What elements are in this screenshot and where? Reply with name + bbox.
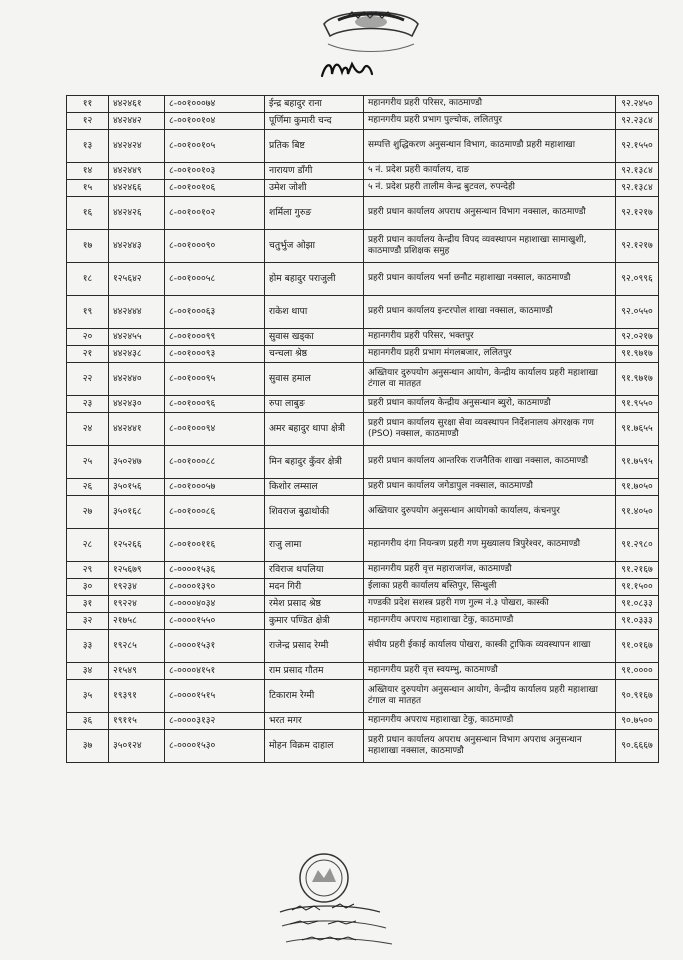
row-score: ९२.०५५०: [616, 296, 659, 329]
row-candidate-name: अमर बहादुर थापा क्षेत्री: [265, 413, 364, 446]
row-candidate-number: ४४२४३०: [109, 396, 165, 413]
row-serial-number: १७: [67, 230, 109, 263]
row-candidate-number: २१५४९: [109, 663, 165, 680]
row-score: ९२.१३८४: [616, 180, 659, 197]
table-row: [67, 130, 659, 163]
table-row: [67, 230, 659, 263]
row-candidate-number: १९२२४: [109, 596, 165, 613]
row-office: संघीय प्रहरी ईकाई कार्यालय पोखरा, कास्की ट्राफिक व्यवस्थापन शाखा: [364, 630, 616, 663]
row-serial-number: ३०: [67, 579, 109, 596]
row-candidate-name: राकेश थापा: [265, 296, 364, 329]
row-office: अख्तियार दुरुपयोग अनुसन्धान आयोग, केन्द्रीय कार्यालय प्रहरी महाशाखा टंगाल वा मातहत: [364, 363, 616, 396]
row-candidate-number: १९२३४: [109, 579, 165, 596]
row-score: ९२.१५५०: [616, 130, 659, 163]
row-score: ९१.७५९५: [616, 446, 659, 479]
row-candidate-name: टिकाराम रेग्मी: [265, 680, 364, 713]
row-score: ९१.१५००: [616, 579, 659, 596]
row-serial-number: ३१: [67, 596, 109, 613]
row-score: ९२.२३८४: [616, 113, 659, 130]
row-candidate-name: रविराज थपलिया: [265, 562, 364, 579]
row-office: महानगरीय प्रहरी प्रभाग मंगलबजार, ललितपुर: [364, 346, 616, 363]
row-candidate-name: राजु लामा: [265, 529, 364, 562]
row-serial-number: २९: [67, 562, 109, 579]
row-reference-code: ८-००१०००९९: [165, 329, 265, 346]
row-score: ९१.९७१७: [616, 346, 659, 363]
row-candidate-number: १२५२६६: [109, 529, 165, 562]
row-candidate-name: सुवास खड्का: [265, 329, 364, 346]
row-office: प्रहरी प्रधान कार्यालय भर्ना छनौट महाशाखा नक्साल, काठमाण्डौ: [364, 263, 616, 296]
row-reference-code: ८-००००४०३४: [165, 596, 265, 613]
row-office: अख्तियार दुरुपयोग अनुसन्धान आयोग, केन्द्रीय कार्यालय प्रहरी महाशाखा टंगाल वा मातहत: [364, 680, 616, 713]
row-serial-number: ३२: [67, 613, 109, 630]
row-office: महानगरीय दंगा नियन्त्रण प्रहरी गण मुख्यालय त्रिपुरेश्वर, काठमाण्डौ: [364, 529, 616, 562]
table-row: [67, 680, 659, 713]
row-reference-code: ८-००१०००९३: [165, 346, 265, 363]
table-row: [67, 197, 659, 230]
row-serial-number: ११: [67, 96, 109, 113]
row-reference-code: ८-००१०००८६: [165, 496, 265, 529]
row-candidate-name: शर्मिला गुरुङ: [265, 197, 364, 230]
row-score: ९१.०१६७: [616, 630, 659, 663]
table-row: [67, 296, 659, 329]
row-reference-code: ८-००१०००९६: [165, 396, 265, 413]
row-candidate-number: ४४२४५५: [109, 329, 165, 346]
row-candidate-name: उमेश जोशी: [265, 180, 364, 197]
row-reference-code: ८-००१०००९०: [165, 230, 265, 263]
row-candidate-name: पूर्णिमा कुमारी चन्द: [265, 113, 364, 130]
row-candidate-name: शिवराज बुढाथोकी: [265, 496, 364, 529]
row-candidate-number: ४४२४४०: [109, 363, 165, 396]
row-serial-number: ३४: [67, 663, 109, 680]
row-candidate-number: ४४२४३८: [109, 346, 165, 363]
row-score: ९०.७५००: [616, 713, 659, 730]
row-candidate-name: मोहन विक्रम दाहाल: [265, 730, 364, 763]
row-candidate-number: ३५०१२४: [109, 730, 165, 763]
table-row: [67, 596, 659, 613]
row-serial-number: २२: [67, 363, 109, 396]
row-candidate-number: ४४२४४४: [109, 296, 165, 329]
row-score: ९०.९१६७: [616, 680, 659, 713]
table-row: [67, 413, 659, 446]
row-candidate-number: ४४२४२४: [109, 130, 165, 163]
row-score: ९२.१३८४: [616, 163, 659, 180]
row-reference-code: ८-००००३१३२: [165, 713, 265, 730]
row-score: ९०.६६६७: [616, 730, 659, 763]
row-office: प्रहरी प्रधान कार्यालय सुरक्षा सेवा व्यवस्थापन निर्देशनालय अंगरक्षक गण (PSO) नक्साल, काठमाण्डौ: [364, 413, 616, 446]
row-serial-number: १३: [67, 130, 109, 163]
row-candidate-number: १९३९१: [109, 680, 165, 713]
row-reference-code: ८-००१०००८८: [165, 446, 265, 479]
row-score: ९१.२१६७: [616, 562, 659, 579]
row-candidate-number: ४४२४२६: [109, 197, 165, 230]
row-office: प्रहरी प्रधान कार्यालय केन्द्रीय विपद व्यवस्थापन महाशाखा सामाखुशी, काठमाण्डौ प्रशिक्षक समुह: [364, 230, 616, 263]
row-serial-number: २१: [67, 346, 109, 363]
row-office: महानगरीय अपराध महाशाखा टेकु, काठमाण्डौ: [364, 713, 616, 730]
row-candidate-name: नारायण डाँगी: [265, 163, 364, 180]
table-row: [67, 363, 659, 396]
results-table: [66, 95, 659, 763]
row-reference-code: ८-००००१५५०: [165, 613, 265, 630]
row-score: ९२.१२१७: [616, 197, 659, 230]
row-score: ९२.२४५०: [616, 96, 659, 113]
row-serial-number: ३६: [67, 713, 109, 730]
table-row: [67, 113, 659, 130]
row-reference-code: ८-००००१५१५: [165, 680, 265, 713]
row-office: महानगरीय प्रहरी वृत्त स्वयम्भु, काठमाण्डौ: [364, 663, 616, 680]
row-office: ईलाका प्रहरी कार्यालय बस्तिपुर, सिन्धुली: [364, 579, 616, 596]
row-office: महानगरीय प्रहरी परिसर, भक्तपुर: [364, 329, 616, 346]
row-score: ९१.०८३३: [616, 596, 659, 613]
table-row: [67, 446, 659, 479]
row-serial-number: २०: [67, 329, 109, 346]
row-score: ९१.९५५०: [616, 396, 659, 413]
row-score: ९१.२९८०: [616, 529, 659, 562]
row-candidate-name: ईन्द्र बहादुर राना: [265, 96, 364, 113]
row-serial-number: १४: [67, 163, 109, 180]
row-serial-number: २७: [67, 496, 109, 529]
row-candidate-number: ४४२४४९: [109, 163, 165, 180]
row-serial-number: १९: [67, 296, 109, 329]
row-reference-code: ८-००००१५३०: [165, 730, 265, 763]
row-candidate-name: कुमार पण्डित क्षेत्री: [265, 613, 364, 630]
row-office: महानगरीय प्रहरी प्रभाग पुल्चोक, ललितपुर: [364, 113, 616, 130]
table-row: [67, 730, 659, 763]
table-row: [67, 346, 659, 363]
table-row: [67, 479, 659, 496]
row-office: महानगरीय प्रहरी वृत्त महाराजगंज, काठमाण्डौ: [364, 562, 616, 579]
row-candidate-name: राजेन्द्र प्रसाद रेग्मी: [265, 630, 364, 663]
row-candidate-number: ४४२४६६: [109, 180, 165, 197]
row-candidate-number: ३५०२४७: [109, 446, 165, 479]
row-reference-code: ८-००१००१०५: [165, 130, 265, 163]
row-reference-code: ८-००१००१०३: [165, 163, 265, 180]
row-candidate-number: ४४२४६१: [109, 96, 165, 113]
row-candidate-name: राम प्रसाद गौतम: [265, 663, 364, 680]
row-serial-number: २८: [67, 529, 109, 562]
row-candidate-number: १९११५: [109, 713, 165, 730]
row-serial-number: २३: [67, 396, 109, 413]
table-row: [67, 163, 659, 180]
row-serial-number: १६: [67, 197, 109, 230]
row-reference-code: ८-००००१३९०: [165, 579, 265, 596]
row-candidate-name: मिन बहादुर कुँवर क्षेत्री: [265, 446, 364, 479]
row-reference-code: ८-००१००११६: [165, 529, 265, 562]
row-candidate-name: चतुर्भुज ओझा: [265, 230, 364, 263]
row-candidate-name: किशोर लम्साल: [265, 479, 364, 496]
row-candidate-name: रमेश प्रसाद श्रेष्ठ: [265, 596, 364, 613]
row-candidate-name: चन्चला श्रेष्ठ: [265, 346, 364, 363]
row-office: प्रहरी प्रधान कार्यालय इन्टरपोल शाखा नक्साल, काठमाण्डौ: [364, 296, 616, 329]
row-reference-code: ८-००१००१०४: [165, 113, 265, 130]
table-row: [67, 562, 659, 579]
table-row: [67, 329, 659, 346]
row-candidate-name: भरत मगर: [265, 713, 364, 730]
row-office: प्रहरी प्रधान कार्यालय आन्तरिक राजनैतिक शाखा नक्साल, काठमाण्डौ: [364, 446, 616, 479]
row-office: ५ नं. प्रदेश प्रहरी कार्यालय, दाङ: [364, 163, 616, 180]
row-office: ५ नं. प्रदेश प्रहरी तालीम केन्द्र बुटवल, रुपन्देही: [364, 180, 616, 197]
row-candidate-number: ३५०१६८: [109, 496, 165, 529]
row-candidate-name: प्रतिक बिष्ट: [265, 130, 364, 163]
row-serial-number: ३५: [67, 680, 109, 713]
row-candidate-number: ४४२४४१: [109, 413, 165, 446]
row-score: ९१.७०५०: [616, 479, 659, 496]
row-score: ९१.४०५०: [616, 496, 659, 529]
row-reference-code: ८-००१०००५८: [165, 263, 265, 296]
row-candidate-number: ४४२४४२: [109, 113, 165, 130]
row-serial-number: ३३: [67, 630, 109, 663]
row-candidate-name: रुपा लाबुङ: [265, 396, 364, 413]
row-office: महानगरीय प्रहरी परिसर, काठमाण्डौ: [364, 96, 616, 113]
row-serial-number: १५: [67, 180, 109, 197]
row-reference-code: ८-००१००१०६: [165, 180, 265, 197]
row-office: प्रहरी प्रधान कार्यालय जगेडापुल नक्साल, काठमाण्डौ: [364, 479, 616, 496]
row-office: प्रहरी प्रधान कार्यालय अपराध अनुसन्धान विभाग अपराध अनुसन्धान महाशाखा नक्साल, काठमाण्डौ: [364, 730, 616, 763]
row-candidate-number: ४४२४४३: [109, 230, 165, 263]
row-office: गण्डकी प्रदेश सशस्त्र प्रहरी गण गुल्म नं.३ पोखरा, कास्की: [364, 596, 616, 613]
row-reference-code: ८-००००४१५१: [165, 663, 265, 680]
table-row: [67, 579, 659, 596]
table-row: [67, 663, 659, 680]
table-row: [67, 496, 659, 529]
table-row: [67, 263, 659, 296]
row-score: ९२.०२१७: [616, 329, 659, 346]
row-candidate-name: मदन गिरी: [265, 579, 364, 596]
row-serial-number: २५: [67, 446, 109, 479]
row-reference-code: ८-००१००१०२: [165, 197, 265, 230]
row-office: प्रहरी प्रधान कार्यालय केन्द्रीय अनुसन्धान ब्युरो, काठमाण्डौ: [364, 396, 616, 413]
row-score: ९१.००००: [616, 663, 659, 680]
row-reference-code: ८-००००१५३१: [165, 630, 265, 663]
row-reference-code: ८-००१०००९४: [165, 413, 265, 446]
row-score: ९१.०३३३: [616, 613, 659, 630]
row-reference-code: ८-००१०००६३: [165, 296, 265, 329]
row-score: ९१.९७१७: [616, 363, 659, 396]
row-candidate-name: सुवास हमाल: [265, 363, 364, 396]
row-score: ९१.७६५५: [616, 413, 659, 446]
row-serial-number: २६: [67, 479, 109, 496]
row-serial-number: १८: [67, 263, 109, 296]
row-reference-code: ८-००१०००५७: [165, 479, 265, 496]
row-office: सम्पत्ति शुद्धिकरण अनुसन्धान विभाग, काठमाण्डौ प्रहरी महाशाखा: [364, 130, 616, 163]
row-office: प्रहरी प्रधान कार्यालय अपराध अनुसन्धान विभाग नक्साल, काठमाण्डौ: [364, 197, 616, 230]
table-row: [67, 396, 659, 413]
row-office: अख्तियार दुरुपयोग अनुसन्धान आयोगको कार्यालय, कंचनपुर: [364, 496, 616, 529]
row-serial-number: १२: [67, 113, 109, 130]
row-score: ९२.०९९६: [616, 263, 659, 296]
row-office: महानगरीय अपराध महाशाखा टेकु, काठमाण्डौ: [364, 613, 616, 630]
table-row: [67, 713, 659, 730]
table-row: [67, 96, 659, 113]
handwritten-signature: [318, 54, 378, 84]
row-candidate-number: १९२८५: [109, 630, 165, 663]
row-candidate-number: १२५६४२: [109, 263, 165, 296]
row-reference-code: ८-००००१५३६: [165, 562, 265, 579]
row-serial-number: ३७: [67, 730, 109, 763]
office-seal-stamp: [262, 848, 396, 958]
table-row: [67, 630, 659, 663]
row-serial-number: २४: [67, 413, 109, 446]
row-candidate-number: २१७५८: [109, 613, 165, 630]
row-reference-code: ८-००१०००९५: [165, 363, 265, 396]
row-candidate-number: ३५०१५६: [109, 479, 165, 496]
table-row: [67, 529, 659, 562]
table-row: [67, 613, 659, 630]
row-score: ९२.१२१७: [616, 230, 659, 263]
row-reference-code: ८-००१०००७४: [165, 96, 265, 113]
row-candidate-name: होम बहादुर पराजुली: [265, 263, 364, 296]
row-candidate-number: १२५६७९: [109, 562, 165, 579]
government-seal-stamp: [316, 6, 426, 58]
table-row: [67, 180, 659, 197]
